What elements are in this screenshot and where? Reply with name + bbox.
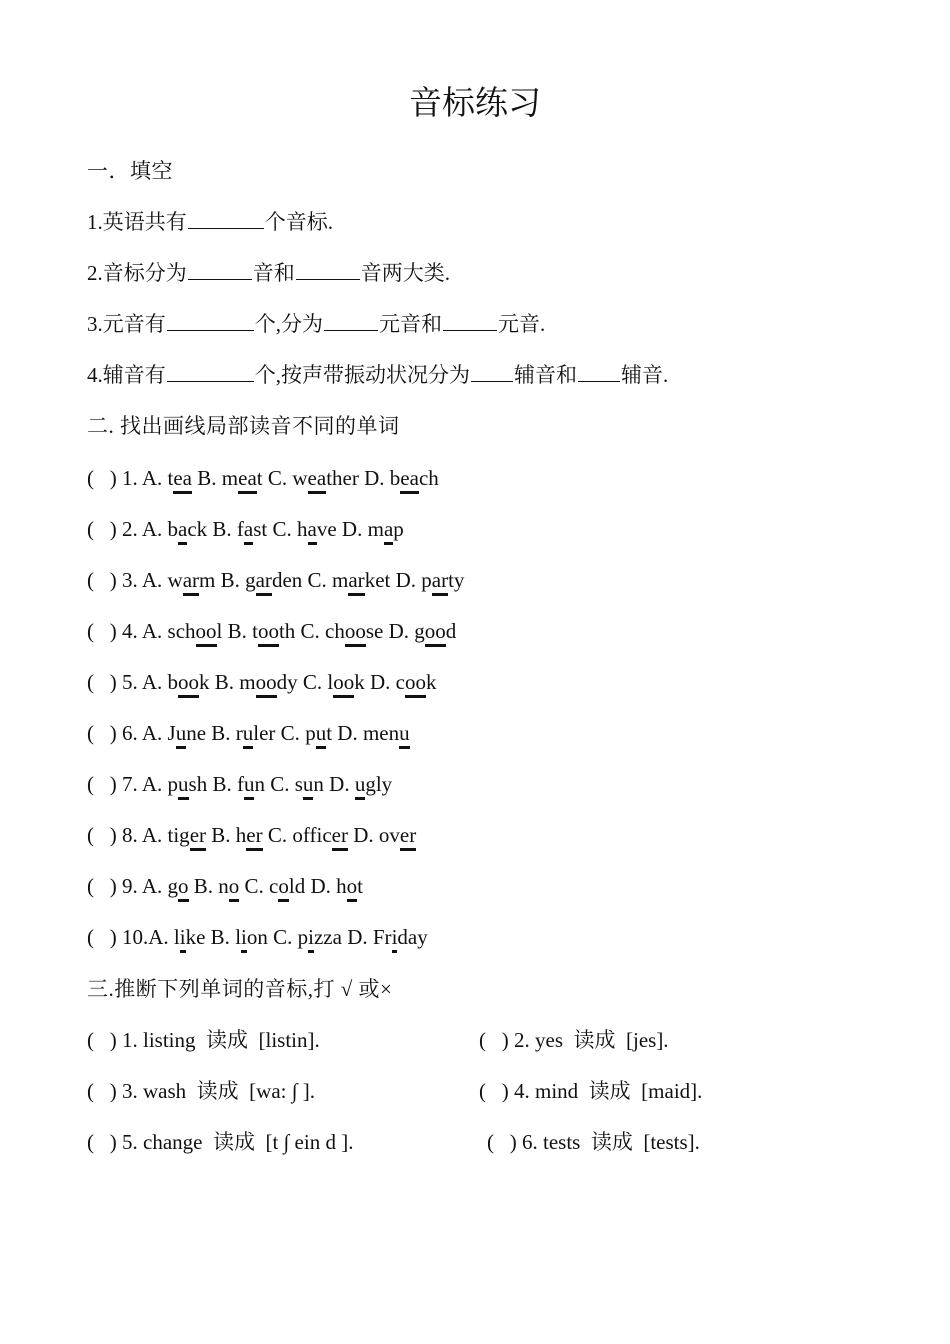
word-text: men xyxy=(362,721,400,745)
word-text: zza D. xyxy=(313,925,373,949)
underlined-letters: ea xyxy=(307,466,327,490)
word-text: k D. xyxy=(354,670,396,694)
underlined-letters: oo xyxy=(333,670,355,694)
underlined-letters: oo xyxy=(404,670,426,694)
word-text: ck B. xyxy=(187,517,237,541)
underlined-letters: a xyxy=(307,517,317,541)
judge-question xyxy=(87,1128,353,1156)
answer-parentheses[interactable]: ( ) xyxy=(479,1079,514,1103)
choice-question xyxy=(87,923,428,951)
underlined-letters: u xyxy=(315,721,327,745)
word-text: k B. xyxy=(199,670,240,694)
answer-parentheses[interactable]: ( ) xyxy=(87,1028,122,1052)
answer-parentheses[interactable]: ( ) xyxy=(87,568,122,592)
underlined-letters: a xyxy=(178,517,188,541)
fill-question-1 xyxy=(87,208,333,236)
question-text: 3.元音有 xyxy=(87,312,166,336)
question-text: 个音标. xyxy=(264,210,333,234)
question-number: 1. xyxy=(122,466,142,490)
word-text: st C. xyxy=(253,517,298,541)
fill-question-2 xyxy=(87,259,450,287)
choice-question xyxy=(87,566,464,594)
word-text: m xyxy=(221,466,239,490)
word-text: A. xyxy=(141,619,168,643)
answer-parentheses[interactable]: ( ) xyxy=(87,1130,122,1154)
judge-question xyxy=(87,1077,315,1105)
question-text: 6. tests 读成 [tests]. xyxy=(522,1130,700,1154)
word-text: ther D. xyxy=(326,466,390,490)
underlined-letters: ar xyxy=(182,568,200,592)
word-text: b xyxy=(167,517,179,541)
word-text: C. xyxy=(239,874,270,898)
word-text: c xyxy=(269,874,279,898)
judge-question xyxy=(479,1026,669,1054)
answer-parentheses[interactable]: ( ) xyxy=(87,466,122,490)
underlined-letters: ar xyxy=(348,568,365,592)
underlined-letters: i xyxy=(241,925,247,949)
answer-parentheses[interactable]: ( ) xyxy=(87,517,122,541)
underlined-letters: o xyxy=(178,874,189,898)
answer-blank[interactable] xyxy=(324,311,378,331)
word-text: A. xyxy=(141,823,168,847)
word-text: den C. xyxy=(271,568,333,592)
word-text: g xyxy=(167,874,179,898)
underlined-letters: i xyxy=(179,925,186,949)
question-number: 2. xyxy=(122,517,142,541)
question-text: 元音和 xyxy=(379,312,442,336)
underlined-letters: oo xyxy=(344,619,366,643)
word-text: day xyxy=(397,925,428,949)
underlined-letters: ea xyxy=(173,466,193,490)
section-1-heading: 一．填空 xyxy=(87,159,173,183)
answer-parentheses[interactable]: ( ) xyxy=(87,925,122,949)
word-text: D. xyxy=(347,823,379,847)
fill-question-3 xyxy=(87,310,545,338)
question-text: 1.英语共有 xyxy=(87,210,187,234)
answer-parentheses[interactable]: ( ) xyxy=(87,772,122,796)
word-text: p xyxy=(393,517,404,541)
underlined-letters: oo xyxy=(255,670,277,694)
question-text: 辅音和 xyxy=(514,363,577,387)
judge-question xyxy=(487,1128,700,1156)
underlined-letters: er xyxy=(189,823,207,847)
answer-parentheses[interactable]: ( ) xyxy=(87,670,122,694)
underlined-letters: u xyxy=(243,772,255,796)
word-text: w xyxy=(292,466,308,490)
answer-blank[interactable] xyxy=(471,362,513,382)
choice-question xyxy=(87,770,392,798)
underlined-letters: i xyxy=(308,925,314,949)
judge-question xyxy=(87,1026,320,1054)
word-text: l xyxy=(235,925,242,949)
underlined-letters: o xyxy=(228,874,240,898)
word-text: r xyxy=(235,721,243,745)
word-text: A. xyxy=(141,772,168,796)
word-text: dy C. xyxy=(276,670,328,694)
word-text: g xyxy=(245,568,256,592)
word-text: l B. xyxy=(216,619,253,643)
answer-blank[interactable] xyxy=(167,362,254,382)
question-text: 2. yes 读成 [jes]. xyxy=(514,1028,669,1052)
underlined-letters: ar xyxy=(255,568,272,592)
underlined-letters: oo xyxy=(178,670,200,694)
answer-blank[interactable] xyxy=(188,209,264,229)
question-text: 辅音. xyxy=(621,363,669,387)
word-text: ve D. xyxy=(316,517,368,541)
word-text: ne B. xyxy=(186,721,236,745)
word-text: b xyxy=(167,670,179,694)
word-text: f xyxy=(236,772,244,796)
underlined-letters: oo xyxy=(257,619,279,643)
word-text: t D. xyxy=(326,721,363,745)
choice-question xyxy=(87,668,436,696)
question-number: 9. xyxy=(122,874,142,898)
word-text: sh B. xyxy=(188,772,237,796)
underlined-letters: ea xyxy=(238,466,257,490)
underlined-letters: o xyxy=(278,874,289,898)
word-text: ket D. xyxy=(364,568,422,592)
word-text: C. xyxy=(262,823,293,847)
word-text: b xyxy=(389,466,401,490)
choice-question xyxy=(87,719,410,747)
word-text: n C. xyxy=(254,772,295,796)
word-text: ov xyxy=(378,823,400,847)
word-text: m xyxy=(332,568,349,592)
answer-blank[interactable] xyxy=(188,260,252,280)
question-text: 音两大类. xyxy=(360,261,450,285)
question-text: 1. listing 读成 [listin]. xyxy=(122,1028,320,1052)
word-text: B. xyxy=(188,874,219,898)
answer-blank[interactable] xyxy=(296,260,360,280)
answer-parentheses[interactable]: ( ) xyxy=(87,721,122,745)
question-text: 个,分为 xyxy=(254,312,323,336)
choice-question xyxy=(87,617,456,645)
word-text: ty xyxy=(448,568,465,592)
question-number: 10. xyxy=(122,925,149,949)
underlined-letters: u xyxy=(354,772,366,796)
word-text: ch xyxy=(418,466,439,490)
word-text: n xyxy=(218,874,229,898)
question-text: 3. wash 读成 [wa: ∫ ]. xyxy=(122,1079,315,1103)
word-text: s xyxy=(294,772,303,796)
question-text: 5. change 读成 [t ∫ ein d ]. xyxy=(122,1130,354,1154)
choice-question xyxy=(87,464,439,492)
answer-parentheses[interactable]: ( ) xyxy=(87,1079,122,1103)
word-text: ld D. xyxy=(288,874,337,898)
question-text: 4.辅音有 xyxy=(87,363,166,387)
section-3-heading: 三.推断下列单词的音标,打 √ 或× xyxy=(87,977,393,1001)
underlined-letters: i xyxy=(391,925,398,949)
word-text: c xyxy=(395,670,405,694)
underlined-letters: er xyxy=(399,823,417,847)
word-text: w xyxy=(167,568,183,592)
question-number: 7. xyxy=(122,772,142,796)
word-text: m xyxy=(239,670,256,694)
underlined-letters: u xyxy=(399,721,410,745)
word-text: h xyxy=(336,874,347,898)
word-text: t C. xyxy=(256,466,293,490)
underlined-letters: ar xyxy=(431,568,449,592)
word-text: h xyxy=(235,823,247,847)
section-2-heading: 二. 找出画线局部读音不同的单词 xyxy=(87,414,400,438)
underlined-letters: o xyxy=(346,874,358,898)
word-text: t xyxy=(357,874,363,898)
question-number: 6. xyxy=(122,721,142,745)
word-text: m xyxy=(367,517,384,541)
word-text: p xyxy=(167,772,179,796)
question-number: 5. xyxy=(122,670,142,694)
underlined-letters: u xyxy=(175,721,187,745)
answer-blank[interactable] xyxy=(578,362,620,382)
underlined-letters: oo xyxy=(424,619,446,643)
underlined-letters: ea xyxy=(400,466,419,490)
question-text: 元音. xyxy=(498,312,546,336)
word-text: gly xyxy=(365,772,393,796)
word-text: A. xyxy=(141,568,168,592)
judge-question xyxy=(479,1077,702,1105)
word-text: l xyxy=(327,670,334,694)
question-number: 8. xyxy=(122,823,142,847)
word-text: A. xyxy=(141,517,168,541)
word-text: on C. xyxy=(246,925,298,949)
underlined-letters: u xyxy=(302,772,314,796)
question-text: 2.音标分为 xyxy=(87,261,187,285)
word-text: B. xyxy=(206,823,236,847)
word-text: p xyxy=(297,925,309,949)
question-text: 音和 xyxy=(252,261,295,285)
word-text: h xyxy=(297,517,308,541)
word-text: A. xyxy=(148,925,174,949)
question-number: 3. xyxy=(122,568,142,592)
word-text: se D. xyxy=(365,619,415,643)
choice-question xyxy=(87,821,416,849)
underlined-letters: er xyxy=(331,823,348,847)
word-text: B. xyxy=(192,466,222,490)
word-text: f xyxy=(236,517,244,541)
answer-blank[interactable] xyxy=(443,311,497,331)
word-text: p xyxy=(421,568,432,592)
underlined-letters: a xyxy=(243,517,254,541)
choice-question xyxy=(87,515,404,543)
word-text: Fr xyxy=(372,925,392,949)
fill-question-4 xyxy=(87,361,668,389)
question-number: 4. xyxy=(122,619,142,643)
word-text: g xyxy=(414,619,425,643)
word-text: sch xyxy=(167,619,196,643)
word-text: A. xyxy=(141,721,168,745)
underlined-letters: a xyxy=(383,517,394,541)
word-text: tig xyxy=(167,823,190,847)
answer-parentheses[interactable]: ( ) xyxy=(87,874,122,898)
underlined-letters: u xyxy=(178,772,189,796)
answer-parentheses[interactable]: ( ) xyxy=(87,823,122,847)
answer-parentheses[interactable]: ( ) xyxy=(479,1028,514,1052)
word-text: ch xyxy=(325,619,345,643)
word-text: J xyxy=(167,721,176,745)
choice-question xyxy=(87,872,363,900)
word-text: th C. xyxy=(278,619,326,643)
answer-blank[interactable] xyxy=(167,311,254,331)
word-text: ler C. xyxy=(253,721,306,745)
page-title: 音标练习 xyxy=(409,86,541,122)
word-text: offic xyxy=(292,823,332,847)
word-text: A. xyxy=(141,670,168,694)
underlined-letters: er xyxy=(246,823,263,847)
word-text: t xyxy=(252,619,258,643)
answer-parentheses[interactable]: ( ) xyxy=(87,619,122,643)
word-text: A. xyxy=(141,466,168,490)
question-text: 个,按声带振动状况分为 xyxy=(254,363,470,387)
word-text: n D. xyxy=(313,772,355,796)
underlined-letters: oo xyxy=(195,619,217,643)
underlined-letters: u xyxy=(242,721,254,745)
answer-parentheses[interactable]: ( ) xyxy=(487,1130,522,1154)
word-text: A. xyxy=(141,874,168,898)
word-text: p xyxy=(305,721,316,745)
word-text: m B. xyxy=(199,568,246,592)
word-text: d xyxy=(445,619,457,643)
word-text: l xyxy=(173,925,180,949)
word-text: ke B. xyxy=(185,925,236,949)
word-text: k xyxy=(425,670,437,694)
word-text: t xyxy=(167,466,174,490)
question-text: 4. mind 读成 [maid]. xyxy=(514,1079,703,1103)
